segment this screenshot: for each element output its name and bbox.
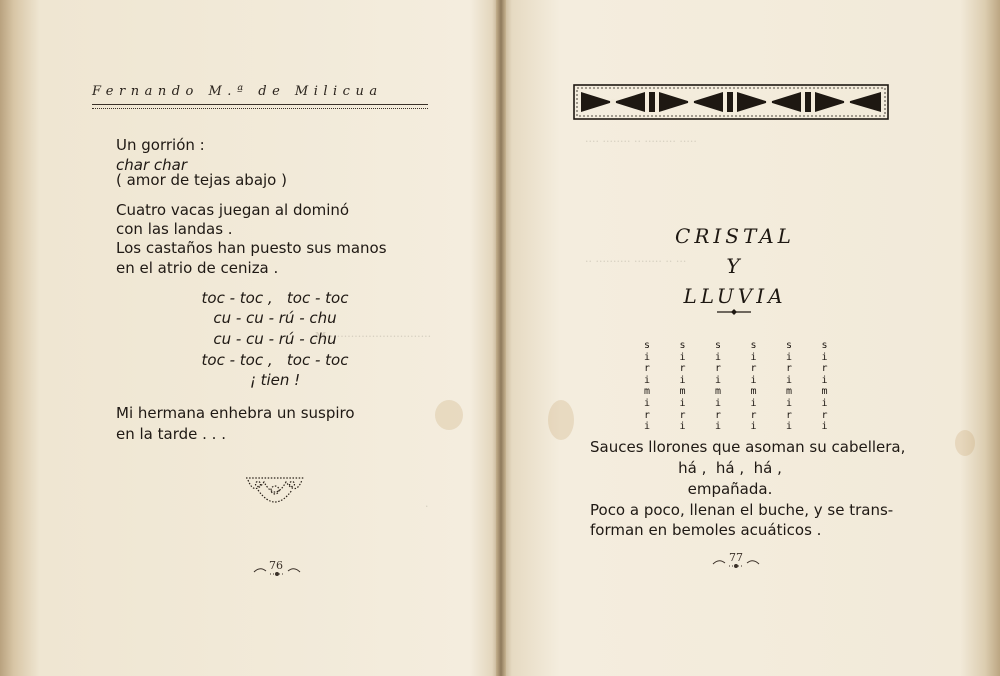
stanza1-line-1: Un gorrión : bbox=[116, 136, 205, 154]
chant-line-2: cu - cu - rú - chu bbox=[213, 309, 337, 327]
bleed-through-text: ···· ········ ·· ········· ····· bbox=[585, 135, 697, 148]
rain-letter: r bbox=[750, 409, 757, 421]
rain-letter: i bbox=[821, 374, 828, 386]
rain-letter: s bbox=[679, 340, 686, 351]
bleed-through-text: M······························ bbox=[315, 330, 432, 343]
rain-letter: m bbox=[821, 386, 828, 398]
rain-letter: i bbox=[785, 351, 793, 363]
rain-letter: s bbox=[643, 340, 651, 351]
title-cristal: CRISTAL bbox=[675, 224, 795, 248]
stanza-line-2: há , há , há , bbox=[678, 459, 782, 477]
rain-letter: s bbox=[750, 340, 757, 351]
rain-letter: r bbox=[821, 409, 828, 421]
rain-letter: r bbox=[679, 363, 686, 375]
rain-letter: s bbox=[785, 340, 793, 351]
book-spine bbox=[496, 0, 506, 676]
stanza3-line-2: en la tarde . . . bbox=[116, 425, 226, 443]
rain-letter: i bbox=[643, 397, 651, 409]
rain-column bbox=[676, 340, 690, 433]
page-number-left: 76 bbox=[269, 559, 283, 572]
rain-letter: i bbox=[714, 351, 722, 363]
rain-letter: i bbox=[679, 397, 686, 409]
rain-letter: i bbox=[821, 351, 828, 363]
rain-column bbox=[747, 340, 761, 433]
rain-letter: i bbox=[643, 351, 651, 363]
title-lluvia: LLUVIA bbox=[683, 284, 787, 308]
stanza3-line-1: Mi hermana enhebra un suspiro bbox=[116, 404, 355, 422]
rain-letter: i bbox=[821, 397, 828, 409]
stanza-line-3: empañada. bbox=[687, 480, 773, 498]
rain-letter: i bbox=[643, 374, 651, 386]
rain-letter: r bbox=[821, 363, 828, 375]
rain-letter: i bbox=[714, 397, 722, 409]
stanza-line-4: Poco a poco, llenan el buche, y se trans- bbox=[590, 501, 894, 519]
rain-letter: i bbox=[679, 374, 686, 386]
rain-letter: i bbox=[750, 374, 757, 386]
rain-letter: m bbox=[785, 386, 793, 398]
rain-letter: r bbox=[679, 409, 686, 421]
rain-letter: r bbox=[714, 409, 722, 421]
rain-letter: r bbox=[785, 409, 793, 421]
rain-letter: r bbox=[785, 363, 793, 375]
rain-letter: r bbox=[643, 363, 651, 375]
running-head-rule bbox=[92, 104, 428, 109]
rain-letter: i bbox=[750, 351, 757, 363]
stanza1-line-2: char char bbox=[116, 156, 187, 174]
chant-line-1: toc - toc , toc - toc bbox=[201, 289, 349, 307]
rain-column bbox=[782, 340, 796, 433]
rain-letter: i bbox=[714, 421, 722, 433]
stanza2-line-4: en el atrio de ceniza . bbox=[116, 259, 279, 277]
title-y: Y bbox=[726, 254, 744, 278]
running-head: Fernando M.ª de Milicua bbox=[92, 84, 383, 99]
rain-letter: s bbox=[821, 340, 828, 351]
rain-letter: r bbox=[643, 409, 651, 421]
stanza2-line-3: Los castaños han puesto sus manos bbox=[116, 239, 387, 257]
rain-column bbox=[818, 340, 832, 433]
rain-letter: s bbox=[714, 340, 722, 351]
rain-letter: i bbox=[714, 374, 722, 386]
rain-letter: m bbox=[643, 386, 651, 398]
art-deco-header-ornament-icon bbox=[573, 84, 889, 120]
rain-letter: i bbox=[785, 374, 793, 386]
rain-letter: i bbox=[785, 397, 793, 409]
stanza2-line-1: Cuatro vacas juegan al dominó bbox=[116, 201, 350, 219]
rain-letter: i bbox=[821, 421, 828, 433]
stanza-line-1: Sauces llorones que asoman su cabellera, bbox=[590, 438, 906, 456]
stanza-line-5: forman en bemoles acuáticos . bbox=[590, 521, 822, 539]
rain-letter: r bbox=[750, 363, 757, 375]
chant-line-3: cu - cu - rú - chu bbox=[213, 330, 337, 348]
rain-letter: i bbox=[679, 351, 686, 363]
rain-letter: i bbox=[679, 421, 686, 433]
rain-letter: i bbox=[643, 421, 651, 433]
stanza1-line-3: ( amor de tejas abajo ) bbox=[116, 171, 287, 189]
lace-ornament-icon bbox=[244, 474, 306, 514]
chant-line-4: toc - toc , toc - toc bbox=[201, 351, 349, 369]
rain-column bbox=[640, 340, 654, 433]
chant-line-5: ¡ tien ! bbox=[249, 371, 301, 389]
rain-letter: m bbox=[750, 386, 757, 398]
rain-column bbox=[711, 340, 725, 433]
bleed-through-text: · bbox=[425, 500, 429, 513]
rain-letter: r bbox=[714, 363, 722, 375]
page-number-right: 77 bbox=[729, 551, 743, 564]
rain-letter: i bbox=[750, 397, 757, 409]
rain-letter: m bbox=[679, 386, 686, 398]
rain-letter: i bbox=[785, 421, 793, 433]
rain-letter: i bbox=[750, 421, 757, 433]
rain-letter: m bbox=[714, 386, 722, 398]
stanza2-line-2: con las landas . bbox=[116, 220, 233, 238]
title-divider-icon bbox=[716, 308, 752, 316]
bleed-through-text: ·· ·········· ········ ·· ··· bbox=[585, 255, 687, 268]
